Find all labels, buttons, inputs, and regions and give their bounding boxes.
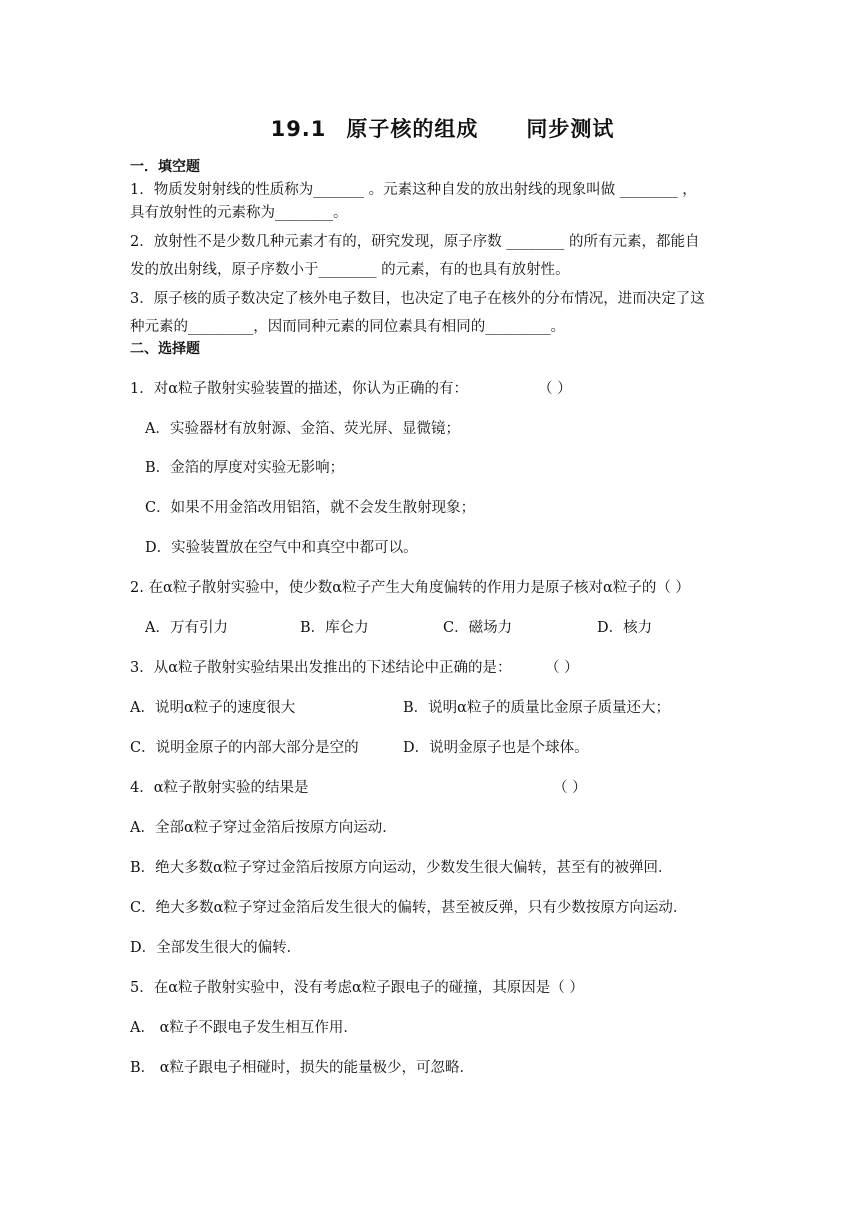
choice-q2-option-d: D．核力 [597,620,653,636]
choice-q5-stem: 5．在α粒子散射实验中，没有考虑α粒子跟电子的碰撞，其原因是（ ） [130,980,584,996]
choice-q3-option-c: C．说明金原子的内部大部分是空的 [130,740,359,756]
title-number: 19.1 [270,117,327,141]
choice-q4-option-c: C．绝大多数α粒子穿过金箔后发生很大的偏转，甚至被反弹，只有少数按原方向运动． [130,900,688,916]
choice-q2-option-b: B．库仑力 [300,620,369,636]
page-title [0,113,860,143]
section-heading-choice: 二、选择题 [130,341,200,357]
choice-q1-option-b: B．金箔的厚度对实验无影响； [145,460,345,476]
choice-q4-paren: （ ） [553,780,587,796]
choice-q3-option-b: B．说明α粒子的质量比金原子质量还大； [403,700,670,716]
choice-q1-option-d: D．实验装置放在空气中和真空中都可以。 [145,540,418,556]
choice-q3-stem: 3．从α粒子散射实验结果出发推出的下述结论中正确的是： [130,660,512,676]
fill-q1-line2: 具有放射性的元素称为________。 [130,205,348,221]
choice-q3-option-d: D．说明金原子也是个球体。 [403,740,589,756]
choice-q5-option-b: B． α粒子跟电子相碰时，损失的能量极少，可忽略． [130,1060,475,1076]
choice-q1-stem: 1．对α粒子散射实验装置的描述，你认为正确的有： [130,381,469,397]
title-topic: 原子核的组成 [346,117,479,141]
choice-q4-option-d: D．全部发生很大的偏转． [130,940,302,956]
choice-q1-option-c: C．如果不用金箔改用铝箔，就不会发生散射现象； [145,500,476,516]
choice-q2-stem: 2. 在α粒子散射实验中，使少数α粒子产生大角度偏转的作用力是原子核对α粒子的（ ） [130,580,690,596]
fill-q2-line2: 发的放出射线，原子序数小于________ 的元素，有的也具有放射性。 [130,262,570,278]
choice-q4-option-b: B．绝大多数α粒子穿过金箔后按原方向运动，少数发生很大偏转，甚至有的被弹回． [130,860,673,876]
choice-q3-paren: （ ） [545,660,579,676]
choice-q1-paren: （ ） [538,381,572,397]
fill-q2-line1: 2．放射性不是少数几种元素才有的，研究发现，原子序数 ________ 的所有元素，都能自 [130,234,700,250]
choice-q2-option-a: A．万有引力 [145,620,228,636]
fill-q3-line2: 种元素的_________，因而同种元素的同位素具有相同的_________。 [130,319,565,335]
fill-q3-line1: 3．原子核的质子数决定了核外电子数目，也决定了电子在核外的分布情况，进而决定了这 [130,291,705,307]
choice-q4-stem: 4．α粒子散射实验的结果是 [130,780,309,796]
choice-q3-option-a: A．说明α粒子的速度很大 [130,700,296,716]
choice-q4-option-a: A．全部α粒子穿过金箔后按原方向运动． [130,820,397,836]
section-heading-fill-in: 一．填空题 [130,159,200,175]
fill-q1-line1: 1．物质发射射线的性质称为_______ 。元素这种自发的放出射线的现象叫做 ________ ， [130,182,697,198]
title-suffix: 同步测试 [526,117,615,141]
choice-q5-option-a: A． α粒子不跟电子发生相互作用． [130,1020,358,1036]
choice-q1-option-a: A．实验器材有放射源、金箔、荧光屏、显微镜； [145,421,460,437]
choice-q2-option-c: C．磁场力 [443,620,513,636]
